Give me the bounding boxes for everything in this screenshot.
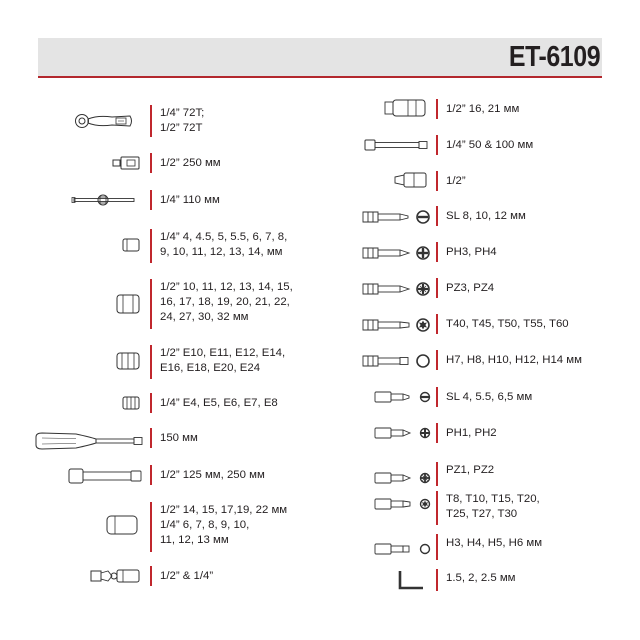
small-torx-bit-icon (374, 497, 432, 511)
product-code-title: ET-6109 (508, 41, 600, 73)
slotted-bit-icon (362, 209, 432, 225)
item-line: 1/2” 16, 21 мм (446, 103, 520, 115)
item-line: 1/2” 14, 15, 17,19, 22 мм (160, 504, 288, 516)
small-phillips-bit-icon (374, 426, 432, 440)
item-line: 1/4” 110 мм (160, 194, 220, 206)
item-line: 9, 10, 11, 12, 13, 14, мм (160, 246, 283, 258)
item-line: 24, 27, 30, 32 мм (160, 311, 249, 323)
pozidriv-bit-icon (362, 281, 432, 297)
item-line: 1/2” E10, E11, E12, E14, (160, 347, 286, 359)
item-line: E16, E18, E20, E24 (160, 362, 261, 374)
small-socket-icon (122, 238, 140, 252)
item-line: PZ3, PZ4 (446, 282, 495, 294)
hex-bit-icon (362, 353, 432, 369)
item-line: 1/2” 125 мм, 250 мм (160, 469, 265, 481)
adapter-icon (112, 156, 142, 170)
t-bar-handle-icon (72, 192, 138, 208)
universal-joint-icon (90, 568, 142, 584)
item-line: T8, T10, T15, T20, (446, 493, 540, 505)
item-line: 1/2” (446, 175, 466, 187)
small-hex-bit-icon (374, 542, 432, 556)
item-line: 1/4” 4, 4.5, 5, 5.5, 6, 7, 8, (160, 231, 288, 243)
item-line: 1/2” 10, 11, 12, 13, 14, 15, (160, 281, 293, 293)
phillips-bit-icon (362, 245, 432, 261)
item-line: 1/2” & 1/4” (160, 570, 214, 582)
e-torx-socket-small-icon (122, 396, 140, 410)
item-line: 1/2” 72T (160, 122, 203, 134)
item-line: 1/4” E4, E5, E6, E7, E8 (160, 397, 278, 409)
item-line: SL 4, 5.5, 6,5 мм (446, 391, 533, 403)
e-torx-socket-large-icon (116, 352, 140, 370)
spinner-handle-icon (34, 431, 146, 451)
item-line: PH1, PH2 (446, 427, 497, 439)
header-underline (38, 76, 602, 78)
spark-plug-socket-icon (384, 99, 428, 117)
item-line: T25, T27, T30 (446, 508, 518, 520)
item-line: SL 8, 10, 12 мм (446, 210, 526, 222)
item-line: 11, 12, 13 мм (160, 534, 229, 546)
hex-key-icon (398, 569, 426, 591)
item-line: 1/4” 72T; (160, 107, 205, 119)
item-line: 1/2” 250 мм (160, 157, 221, 169)
extension-bar-icon (68, 467, 144, 485)
torx-bit-icon (362, 317, 432, 333)
item-line: 1.5, 2, 2.5 мм (446, 572, 516, 584)
item-line: 16, 17, 18, 19, 20, 21, 22, (160, 296, 290, 308)
ratchet-handle-icon (72, 111, 134, 131)
bit-adapter-icon (394, 172, 428, 188)
item-line: 1/4” 50 & 100 мм (446, 139, 534, 151)
item-line: 150 мм (160, 432, 198, 444)
item-line: T40, T45, T50, T55, T60 (446, 318, 569, 330)
item-line: PH3, PH4 (446, 246, 497, 258)
large-socket-icon (116, 294, 140, 314)
small-pozidriv-bit-icon (374, 471, 432, 485)
item-line: H3, H4, H5, H6 мм (446, 537, 543, 549)
extension-rod-icon (364, 138, 430, 152)
small-slotted-bit-icon (374, 390, 432, 404)
item-line: 1/4” 6, 7, 8, 9, 10, (160, 519, 250, 531)
deep-socket-icon (106, 515, 138, 535)
item-line: H7, H8, H10, H12, H14 мм (446, 354, 582, 366)
item-line: PZ1, PZ2 (446, 464, 495, 476)
